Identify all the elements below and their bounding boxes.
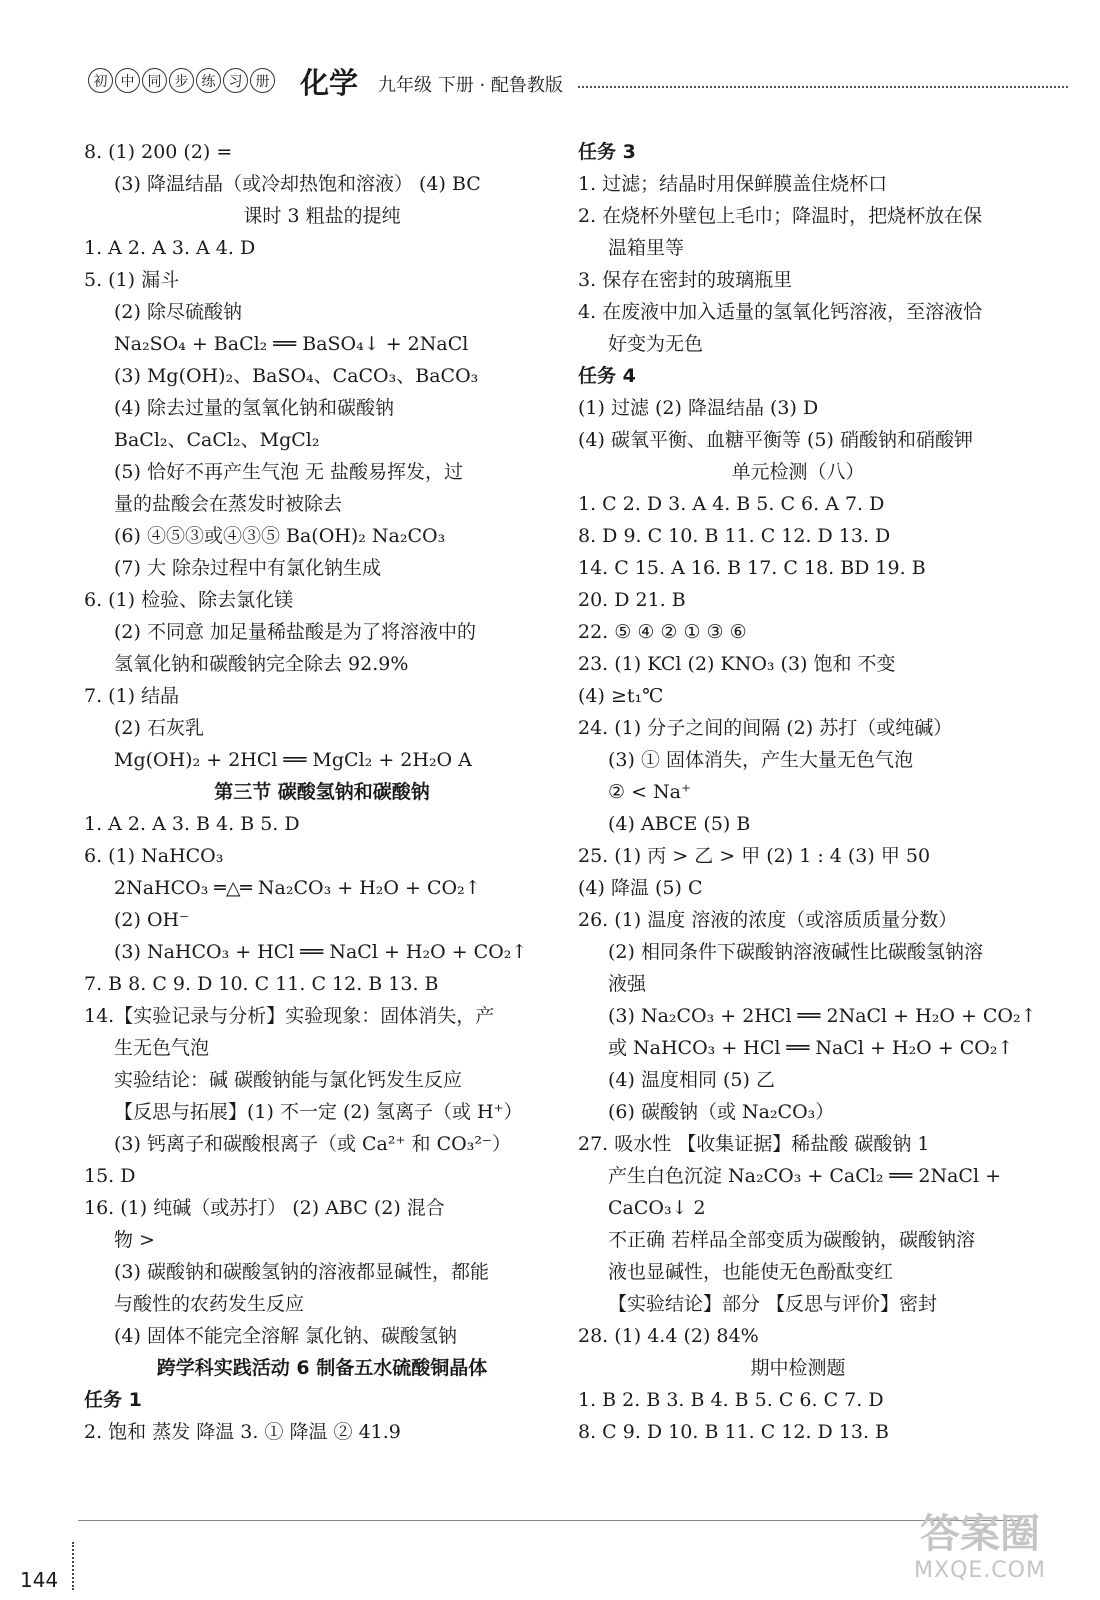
series-char: 同 <box>142 68 167 93</box>
header-dotted-rule <box>578 86 1068 88</box>
answer-line: 实验结论：碱 碳酸钠能与氯化钙发生反应 <box>114 1069 463 1091</box>
answer-line: 【实验结论】部分 【反思与评价】密封 <box>608 1293 938 1315</box>
answer-line: 液强 <box>608 973 647 995</box>
answer-line: 产生白色沉淀 Na₂CO₃ + CaCl₂ ══ 2NaCl + <box>608 1165 1002 1187</box>
answer-line: 6. (1) 检验、除去氯化镁 <box>84 589 294 611</box>
answer-line: (2) 石灰乳 <box>114 717 204 739</box>
answer-line: 8. C 9. D 10. B 11. C 12. D 13. B <box>578 1421 890 1443</box>
answer-line: 1. A 2. A 3. B 4. B 5. D <box>84 813 300 835</box>
answer-line: 1. B 2. B 3. B 4. B 5. C 6. C 7. D <box>578 1389 884 1411</box>
right-answer-column <box>578 136 1037 1448</box>
answer-line: 8. (1) 200 (2) = <box>84 141 233 163</box>
answer-line: 2NaHCO₃ ═△═ Na₂CO₃ + H₂O + CO₂↑ <box>114 877 481 899</box>
answer-line: (3) Na₂CO₃ + 2HCl ══ 2NaCl + H₂O + CO₂↑ <box>608 1005 1037 1027</box>
answer-line: 22. ⑤ ④ ② ① ③ ⑥ <box>578 621 747 643</box>
watermark-logo <box>900 1510 1060 1590</box>
left-answer-column <box>84 136 560 1448</box>
answer-line: (3) 碳酸钠和碳酸氢钠的溶液都显碱性，都能 <box>114 1261 489 1283</box>
answer-line: 期中检测题 <box>750 1357 846 1379</box>
answer-line: (2) 不同意 加足量稀盐酸是为了将溶液中的 <box>114 621 476 643</box>
answer-line: (6) 碳酸钠（或 Na₂CO₃） <box>608 1101 835 1123</box>
watermark-top: 答案圈 <box>920 1511 1040 1557</box>
answer-line: 任务 1 <box>84 1389 142 1411</box>
footer-rule <box>78 1520 1018 1521</box>
answer-line: (4) ≥t₁℃ <box>578 685 664 707</box>
answer-line: (2) OH⁻ <box>114 909 190 931</box>
answer-line: 跨学科实践活动 6 制备五水硫酸铜晶体 <box>156 1357 488 1379</box>
series-char: 中 <box>115 68 140 93</box>
answer-line: CaCO₃↓ 2 <box>608 1197 706 1219</box>
answer-line: (5) 恰好不再产生气泡 无 盐酸易挥发，过 <box>114 461 464 483</box>
answer-line: (6) ④⑤③或④③⑤ Ba(OH)₂ Na₂CO₃ <box>114 525 446 547</box>
answer-line: 8. D 9. C 10. B 11. C 12. D 13. D <box>578 525 891 547</box>
answer-line: (2) 除尽硫酸钠 <box>114 301 242 323</box>
answer-line: 20. D 21. B <box>578 589 686 611</box>
answer-line: (2) 相同条件下碳酸钠溶液碱性比碳酸氢钠溶 <box>608 941 983 963</box>
answer-line: 1. 过滤；结晶时用保鲜膜盖住烧杯口 <box>578 173 888 195</box>
answer-line: 任务 4 <box>578 365 636 387</box>
answer-line: 4. 在废液中加入适量的氢氧化钙溶液，至溶液恰 <box>578 301 983 323</box>
watermark-bottom: MXQE.COM <box>914 1558 1046 1583</box>
grade-label: 九年级 下册 · 配鲁教版 <box>378 75 563 96</box>
answer-line: 单元检测（八） <box>731 461 865 483</box>
answer-line: Mg(OH)₂ + 2HCl ══ MgCl₂ + 2H₂O A <box>114 749 472 771</box>
answer-line: 1. A 2. A 3. A 4. D <box>84 237 256 259</box>
answer-line: 任务 3 <box>578 141 636 163</box>
answer-line: (3) 钙离子和碳酸根离子（或 Ca²⁺ 和 CO₃²⁻） <box>114 1133 511 1155</box>
series-char: 练 <box>196 68 221 93</box>
answer-line: 26. (1) 温度 溶液的浓度（或溶质质量分数） <box>578 909 958 931</box>
answer-line: Na₂SO₄ + BaCl₂ ══ BaSO₄↓ + 2NaCl <box>114 333 469 355</box>
answer-line: 16. (1) 纯碱（或苏打） (2) ABC (2) 混合 <box>84 1197 445 1219</box>
answer-line: 6. (1) NaHCO₃ <box>84 845 224 867</box>
answer-line: 好变为无色 <box>608 333 704 355</box>
answer-line: 3. 保存在密封的玻璃瓶里 <box>578 269 793 291</box>
answer-line: 14.【实验记录与分析】实验现象：固体消失，产 <box>84 1005 495 1027</box>
answer-line: 第三节 碳酸氢钠和碳酸钠 <box>214 781 430 803</box>
answer-line: 5. (1) 漏斗 <box>84 269 180 291</box>
answer-line: (4) ABCE (5) B <box>608 813 751 835</box>
answer-line: BaCl₂、CaCl₂、MgCl₂ <box>114 429 320 451</box>
page-header <box>88 64 1068 104</box>
answer-line: 7. (1) 结晶 <box>84 685 180 707</box>
answer-line: 2. 在烧杯外壁包上毛巾；降温时，把烧杯放在保 <box>578 205 983 227</box>
answer-line: 1. C 2. D 3. A 4. B 5. C 6. A 7. D <box>578 493 885 515</box>
answer-line: (4) 降温 (5) C <box>578 877 703 899</box>
page-number: 144 <box>20 1568 59 1592</box>
answer-line: 生无色气泡 <box>114 1037 210 1059</box>
answer-line: 【反思与拓展】(1) 不一定 (2) 氢离子（或 H⁺） <box>114 1101 523 1123</box>
answer-line: (4) 温度相同 (5) 乙 <box>608 1069 775 1091</box>
answer-line: (4) 固体不能完全溶解 氯化钠、碳酸氢钠 <box>114 1325 457 1347</box>
series-char: 习 <box>223 68 248 93</box>
answer-line: 7. B 8. C 9. D 10. C 11. C 12. B 13. B <box>84 973 439 995</box>
answer-line: 27. 吸水性 【收集证据】稀盐酸 碳酸钠 1 <box>578 1133 930 1155</box>
answer-line: 15. D <box>84 1165 136 1187</box>
answer-line: 量的盐酸会在蒸发时被除去 <box>114 493 343 515</box>
series-char: 步 <box>169 68 194 93</box>
answer-line: 与酸性的农药发生反应 <box>114 1293 305 1315</box>
series-char: 册 <box>250 68 275 93</box>
answer-line: 25. (1) 丙 > 乙 > 甲 (2) 1 : 4 (3) 甲 50 <box>578 845 931 867</box>
answer-line: ② < Na⁺ <box>608 781 692 803</box>
answer-line: 课时 3 粗盐的提纯 <box>243 205 401 227</box>
answer-line: 24. (1) 分子之间的间隔 (2) 苏打（或纯碱） <box>578 717 953 739</box>
answer-line: (3) ① 固体消失，产生大量无色气泡 <box>608 749 913 771</box>
answer-line: 2. 饱和 蒸发 降温 3. ① 降温 ② 41.9 <box>84 1421 401 1443</box>
answer-line: (7) 大 除杂过程中有氯化钠生成 <box>114 557 381 579</box>
answer-line: (3) 降温结晶（或冷却热饱和溶液） (4) BC <box>114 173 481 195</box>
answer-line: 14. C 15. A 16. B 17. C 18. BD 19. B <box>578 557 926 579</box>
answer-line: (4) 碳氧平衡、血糖平衡等 (5) 硝酸钠和硝酸钾 <box>578 429 973 451</box>
answer-line: 28. (1) 4.4 (2) 84% <box>578 1325 759 1347</box>
footer-dots <box>72 1542 84 1590</box>
answer-line: 不正确 若样品全部变质为碳酸钠，碳酸钠溶 <box>608 1229 976 1251</box>
answer-line: (3) NaHCO₃ + HCl ══ NaCl + H₂O + CO₂↑ <box>114 941 528 963</box>
answer-line: 23. (1) KCl (2) KNO₃ (3) 饱和 不变 <box>578 653 896 675</box>
answer-line: 液也显碱性，也能使无色酚酞变红 <box>608 1261 894 1283</box>
subject-title: 化学 <box>300 66 359 100</box>
series-char: 初 <box>88 68 113 93</box>
answer-line: (1) 过滤 (2) 降温结晶 (3) D <box>578 397 819 419</box>
answer-line: (4) 除去过量的氢氧化钠和碳酸钠 <box>114 397 394 419</box>
answer-line: 或 NaHCO₃ + HCl ══ NaCl + H₂O + CO₂↑ <box>608 1037 1014 1059</box>
answer-line: 氢氧化钠和碳酸钠完全除去 92.9% <box>114 653 409 675</box>
answer-line: 温箱里等 <box>608 237 685 259</box>
series-title <box>88 68 277 93</box>
answer-line: 物 > <box>114 1229 155 1251</box>
answer-line: (3) Mg(OH)₂、BaSO₄、CaCO₃、BaCO₃ <box>114 365 479 387</box>
